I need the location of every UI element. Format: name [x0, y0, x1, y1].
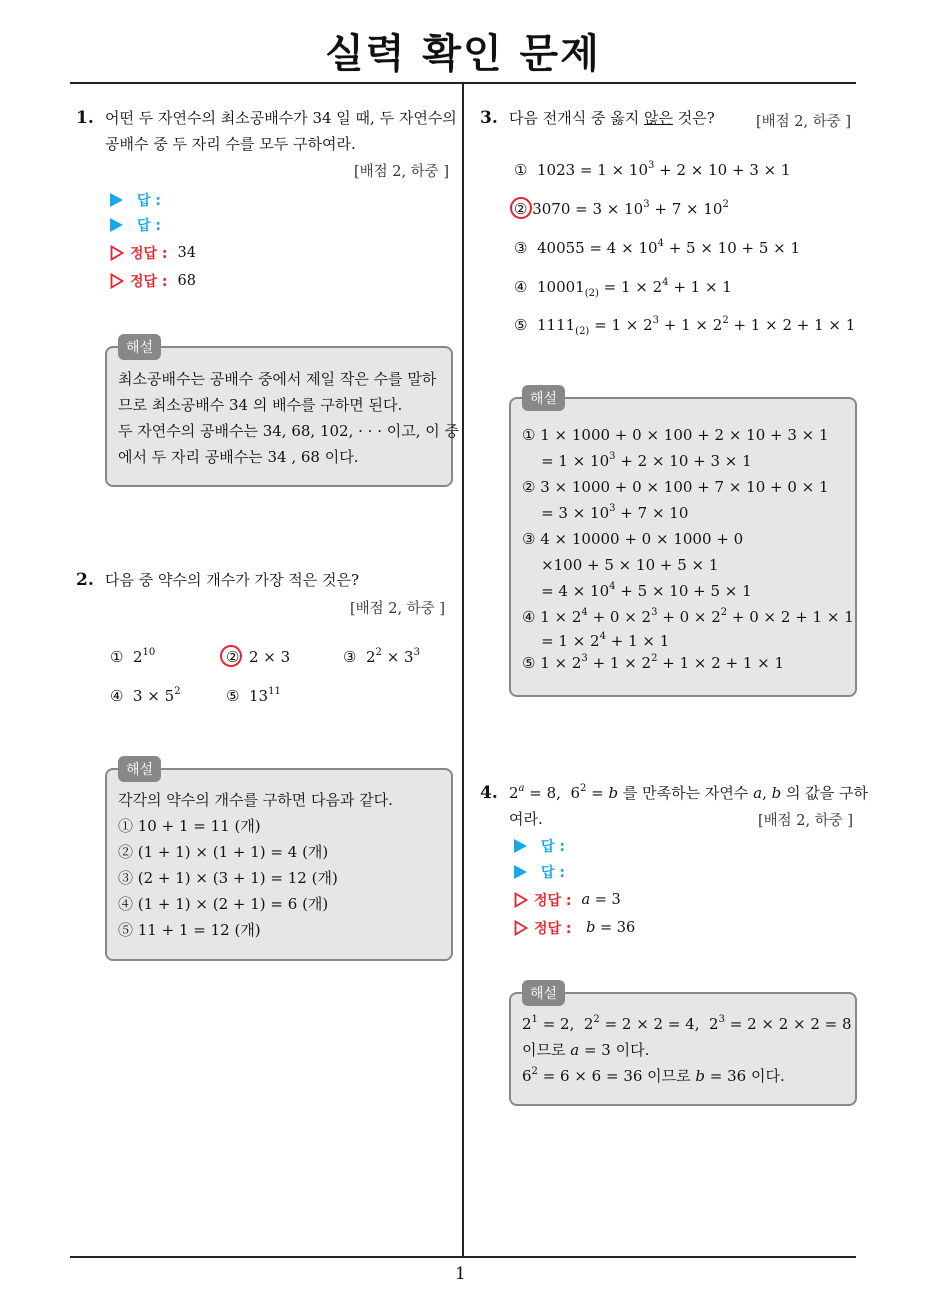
q4-correct-row-2 — [514, 916, 635, 940]
expl-line: $2^1 = 2$, $2^2 = 2 \times 2 = 4$, $2^3 = 2 \times 2 \times 2 = 8$ — [522, 1014, 852, 1033]
q4-explanation-tab: 해설 — [522, 980, 565, 1006]
expl-line: 최소공배수는 공배수 중에서 제일 작은 수를 말하 — [118, 370, 437, 388]
q1-explanation-text — [118, 366, 459, 470]
q2-number: 2. — [76, 570, 94, 590]
q3-line1 — [509, 105, 715, 131]
q4-answer-row-2[interactable] — [514, 860, 577, 884]
footer-rule — [70, 1256, 856, 1258]
expl-line: ③ 4 × 10000 + 0 × 1000 + 0 — [522, 530, 744, 548]
column-divider — [462, 82, 464, 1257]
correct-label: 정답 : — [130, 246, 168, 262]
option-marker: ② — [226, 648, 240, 666]
expl-line: ① 1 × 1000 + 0 × 100 + 2 × 10 + 3 × 1 — [522, 426, 829, 444]
option-marker: ⑤ — [226, 687, 240, 705]
expl-line: ×100 + 5 × 10 + 5 × 1 — [522, 556, 719, 574]
expl-line: = $4 \times 10^4 + 5 \times 10 + 5 \times 1$ — [522, 581, 752, 600]
correct-value: b = 36 — [586, 920, 636, 936]
q1-correct-row-1 — [110, 241, 196, 265]
expl-line: ② (1 + 1) × (1 + 1) = 4 (개) — [118, 843, 329, 861]
triangle-outline-icon — [514, 920, 528, 936]
q2-score: [배점 2, 하중 ] — [350, 601, 446, 617]
expl-line: ② 3 × 1000 + 0 × 100 + 7 × 10 + 0 × 1 — [522, 478, 829, 496]
option-marker: ④ — [110, 687, 124, 705]
option-marker: ① — [110, 648, 124, 666]
q2-option-4[interactable]: ④ $3 \times 5^2$ — [110, 686, 181, 705]
expl-line: 므로 최소공배수 34 의 배수를 구하면 된다. — [118, 396, 403, 414]
q4-correct-row-1 — [514, 888, 621, 912]
q1-answer-row-1[interactable] — [110, 188, 173, 212]
triangle-outline-icon — [110, 245, 124, 261]
q2-option-2[interactable]: ② 2 × 3 — [226, 648, 291, 666]
expl-line: = $1 \times 10^3 + 2 \times 10 + 3 \times 1$ — [522, 451, 752, 470]
play-icon — [110, 218, 123, 232]
answer-label: 답 : — [541, 865, 565, 881]
expl-line: = $1 \times 2^4 + 1 \times 1$ — [522, 631, 670, 650]
q3-text-pre: 다음 전개식 중 옳지 — [509, 109, 644, 127]
expl-line: 이므로 a = 3 이다. — [522, 1041, 650, 1059]
q4-line2: 여라. — [509, 810, 543, 828]
triangle-outline-icon — [110, 273, 124, 289]
correct-label: 정답 : — [534, 893, 572, 909]
expl-line: 에서 두 자리 공배수는 34 , 68 이다. — [118, 448, 359, 466]
q4-score: [배점 2, 하중 ] — [758, 813, 854, 829]
q3-text-post: 것은? — [672, 109, 715, 127]
correct-label: 정답 : — [130, 274, 168, 290]
q3-text-underlined: 않은 — [644, 109, 673, 127]
q3-number: 3. — [480, 108, 498, 128]
correct-label: 정답 : — [534, 921, 572, 937]
q1-line2: 공배수 중 두 자리 수를 모두 구하여라. — [105, 135, 356, 153]
q2-option-5[interactable]: ⑤ $13^{11}$ — [226, 686, 281, 705]
q2-line1: 다음 중 약수의 개수가 가장 적은 것은? — [105, 571, 360, 589]
q3-option-1[interactable]: ① $1023 = 1 \times 10^3 + 2 \times 10 + 3 \times 1$ — [514, 160, 791, 179]
q4-explanation-text — [522, 1011, 852, 1089]
q2-option-3[interactable]: ③ $2^2 \times 3^3$ — [343, 647, 420, 666]
expl-line: = $3 \times 10^3 + 7 \times 10$ — [522, 503, 689, 522]
expl-line: ⑤ $1 \times 2^3 + 1 \times 2^2 + 1 \times 2 + 1 \times 1$ — [522, 653, 785, 672]
expl-line: 각각의 약수의 개수를 구하면 다음과 같다. — [118, 791, 393, 809]
option-marker: ③ — [343, 648, 357, 666]
q1-score: [배점 2, 하중 ] — [354, 164, 450, 180]
play-icon — [514, 839, 527, 853]
q4-answer-row-1[interactable] — [514, 834, 577, 858]
q3-explanation-text — [522, 422, 854, 674]
q4-number: 4. — [480, 783, 498, 803]
q3-option-3[interactable]: ③ $40055 = 4 \times 10^4 + 5 \times 10 + 5 \times 1$ — [514, 238, 801, 257]
expl-line: ④ $1 \times 2^4 + 0 \times 2^3 + 0 \times 2^2 + 0 \times 2 + 1 \times 1$ — [522, 607, 854, 626]
q4-line1: $2^a = 8$, $6^2 = b$ 를 만족하는 자연수 a, b 의 값을 구하 — [509, 783, 868, 802]
q1-explanation-tab: 해설 — [118, 334, 161, 360]
q2-explanation-text — [118, 787, 393, 943]
play-icon — [514, 865, 527, 879]
expl-line: ④ (1 + 1) × (2 + 1) = 6 (개) — [118, 895, 329, 913]
q1-number: 1. — [76, 108, 94, 128]
answer-label: 답 : — [137, 218, 161, 234]
q3-score: [배점 2, 하중 ] — [756, 114, 852, 130]
correct-value: a = 3 — [581, 892, 621, 908]
expl-line: ① 10 + 1 = 11 (개) — [118, 817, 261, 835]
correct-value: 68 — [177, 273, 196, 289]
triangle-outline-icon — [514, 892, 528, 908]
expl-line: 두 자연수의 공배수는 34, 68, 102, · · · 이고, 이 중 — [118, 422, 460, 440]
q3-explanation-tab: 해설 — [522, 385, 565, 411]
q3-option-2[interactable]: ② $3070 = 3 \times 10^3 + 7 \times 10^2$ — [514, 199, 729, 218]
expl-line: ⑤ 11 + 1 = 12 (개) — [118, 921, 261, 939]
q3-option-4[interactable]: ④ $10001_{(2)} = 1 \times 2^4 + 1 \times 1$ — [514, 277, 732, 299]
q1-answer-row-2[interactable] — [110, 213, 173, 237]
page-title: 실력 확인 문제 — [325, 31, 601, 77]
answer-label: 답 : — [137, 193, 161, 209]
q2-explanation-tab: 해설 — [118, 756, 161, 782]
q1-correct-row-2 — [110, 269, 196, 293]
q3-option-5[interactable]: ⑤ $1111_{(2)} = 1 \times 2^3 + 1 \times 2^2 + 1 \times 2 + 1 \times 1$ — [514, 315, 856, 337]
q2-option-1[interactable]: ① $2^{10}$ — [110, 647, 156, 666]
answer-label: 답 : — [541, 839, 565, 855]
correct-value: 34 — [177, 245, 196, 261]
q1-line1: 어떤 두 자연수의 최소공배수가 34 일 때, 두 자연수의 — [105, 109, 457, 127]
page-number: 1 — [455, 1264, 466, 1284]
expl-line: $6^2 = 6 \times 6 = 36$ 이므로 b = 36 이다. — [522, 1066, 785, 1085]
expl-line: ③ (2 + 1) × (3 + 1) = 12 (개) — [118, 869, 338, 887]
play-icon — [110, 193, 123, 207]
